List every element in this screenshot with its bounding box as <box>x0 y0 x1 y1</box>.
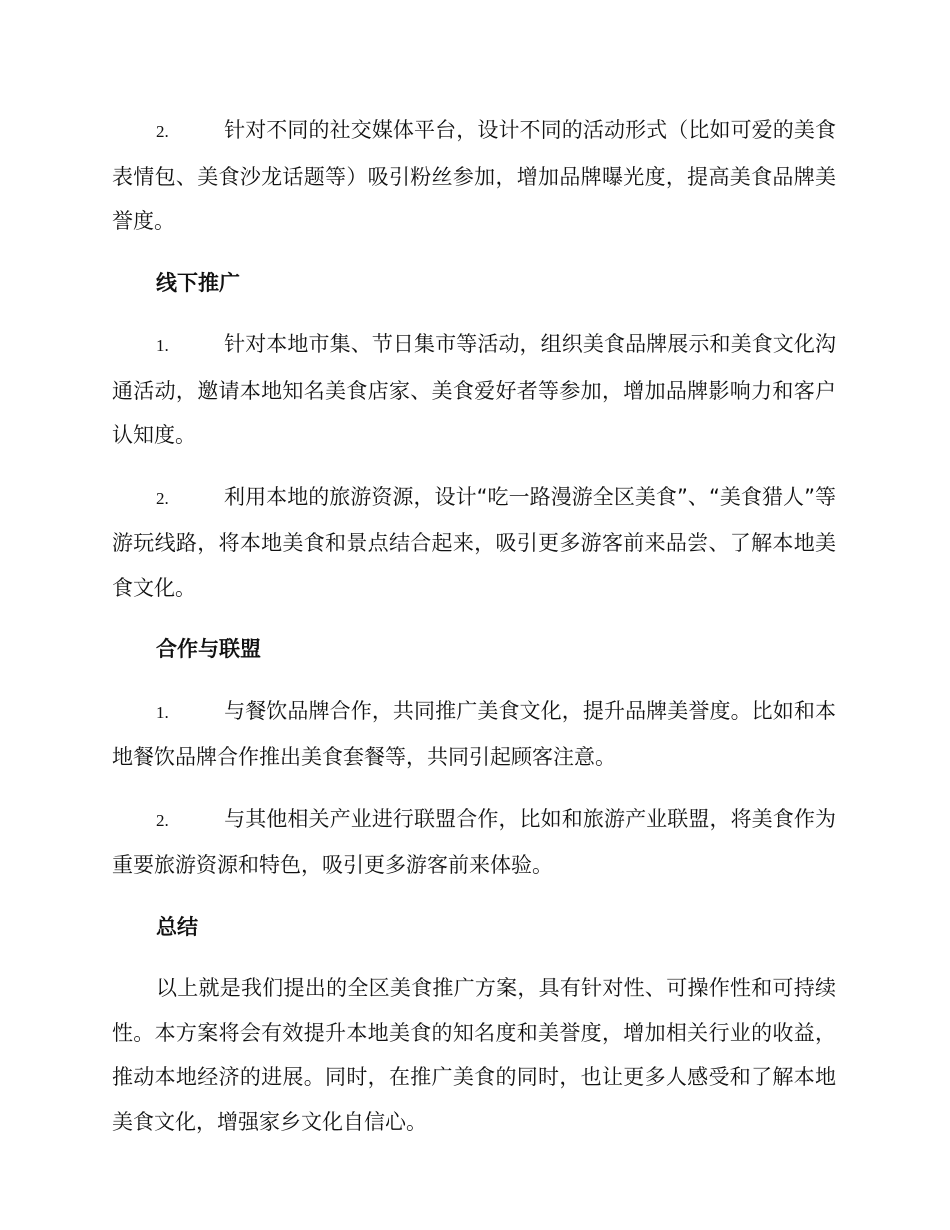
list-item-text: 与其他相关产业进行联盟合作，比如和旅游产业联盟，将美食作为重要旅游资源和特色，吸引更多游客前来体验。 <box>112 806 836 877</box>
list-item-text: 针对本地市集、节日集市等活动，组织美食品牌展示和美食文化沟通活动，邀请本地知名美食店家、美食爱好者等参加，增加品牌影响力和客户认知度。 <box>112 332 836 447</box>
list-item <box>112 108 836 244</box>
section-heading-offline: 线下推广 <box>156 270 240 295</box>
list-item-text: 与餐饮品牌合作，共同推广美食文化，提升品牌美誉度。比如和本地餐饮品牌合作推出美食套餐等，共同引起顾客注意。 <box>112 698 836 769</box>
summary-paragraph: 以上就是我们提出的全区美食推广方案，具有针对性、可操作性和可持续性。本方案将会有效提升本地美食的知名度和美誉度，增加相关行业的收益，推动本地经济的进展。同时，在推广美食的同时，也让更多人感受和了解本地美食文化，增强家乡文化自信心。 <box>112 976 836 1134</box>
document-page <box>112 108 836 1161</box>
list-item <box>112 322 836 458</box>
section-heading-cooperation: 合作与联盟 <box>156 637 261 661</box>
section-heading-summary: 总结 <box>156 914 198 939</box>
list-number: 2. <box>156 810 169 830</box>
list-item-text: 针对不同的社交媒体平台，设计不同的活动形式（比如可爱的美食表情包、美食沙龙话题等）吸引粉丝参加，增加品牌曝光度，提高美食品牌美誉度。 <box>112 118 836 233</box>
list-item <box>112 689 836 780</box>
list-item <box>112 797 836 888</box>
list-number: 2. <box>156 122 169 141</box>
list-number: 1. <box>156 702 169 722</box>
list-number: 1. <box>156 336 169 355</box>
list-item <box>112 475 836 611</box>
list-number: 2. <box>156 488 169 508</box>
list-item-text: 利用本地的旅游资源，设计“吃一路漫游全区美食”、“美食猎人”等游玩线路，将本地美食和景点结合起来，吸引更多游客前来品尝、了解本地美食文化。 <box>112 484 836 600</box>
